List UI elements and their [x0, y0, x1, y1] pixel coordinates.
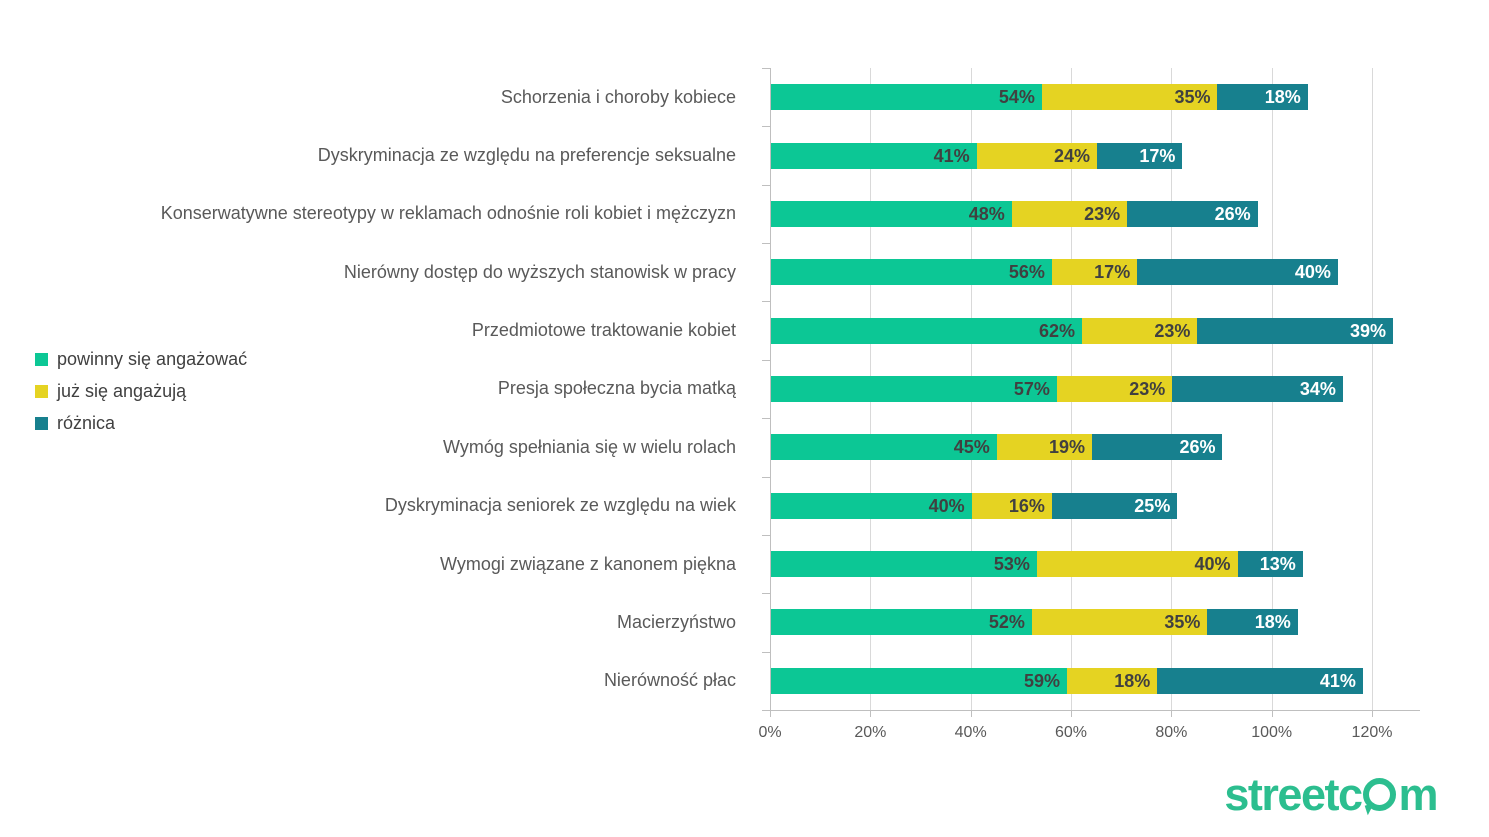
bar-value-label: 54%: [998, 87, 1035, 108]
bar-value-label: 24%: [1054, 145, 1091, 166]
bar-value-label: 18%: [1114, 670, 1151, 691]
bar-value-label: 23%: [1154, 320, 1191, 341]
stacked-bar-row: [771, 668, 1363, 694]
bar-segment-już-się-angażują: [1057, 376, 1172, 402]
x-axis-tick-label: 0%: [758, 724, 782, 741]
category-label: Nierówność płac: [603, 670, 736, 691]
bar-segment-już-się-angażują: [1082, 318, 1197, 344]
stacked-bar-row: [771, 84, 1308, 110]
bar-value-label: 13%: [1259, 554, 1296, 575]
bar-value-label: 17%: [1094, 262, 1131, 283]
bar-segment-różnica: [1217, 84, 1307, 110]
bar-segment-już-się-angażują: [1037, 551, 1238, 577]
bar-segment-powinny-się-angażować: [771, 493, 972, 519]
bar-value-label: 41%: [1319, 670, 1356, 691]
category-label: Nierówny dostęp do wyższych stanowisk w pracy: [343, 261, 736, 282]
category-label: Presja społeczna bycia matką: [497, 378, 736, 399]
bar-segment-powinny-się-angażować: [771, 609, 1032, 635]
x-axis-tick-label: 100%: [1251, 724, 1293, 741]
category-label: Konserwatywne stereotypy w reklamach odnośnie roli kobiet i mężczyzn: [160, 203, 736, 224]
bar-segment-powinny-się-angażować: [771, 551, 1037, 577]
bar-value-label: 17%: [1139, 145, 1176, 166]
stacked-bar-row: [771, 201, 1258, 227]
x-axis-tick-label: 60%: [1054, 724, 1088, 741]
bar-value-label: 57%: [1013, 379, 1050, 399]
bar-value-label: 34%: [1299, 379, 1336, 399]
bar-value-label: 59%: [1023, 670, 1060, 691]
bar-segment-powinny-się-angażować: [771, 668, 1067, 694]
bar-segment-powinny-się-angażować: [771, 259, 1052, 285]
y-axis-tick: [762, 185, 770, 186]
category-label: Dyskryminacja ze względu na preferencje seksualne: [317, 145, 736, 166]
bar-segment-różnica: [1197, 318, 1393, 344]
x-axis-tick-label: 40%: [954, 724, 987, 741]
speech-bubble-icon: [1363, 778, 1396, 811]
bar-segment-już-się-angażują: [1032, 609, 1208, 635]
bar-segment-już-się-angażują: [1012, 201, 1127, 227]
bar-segment-różnica: [1092, 434, 1222, 460]
y-axis-tick: [762, 593, 770, 594]
bar-segment-powinny-się-angażować: [771, 434, 997, 460]
x-axis-tick-80%: [1171, 711, 1172, 717]
category-label: Macierzyństwo: [616, 611, 736, 632]
bar-segment-już-się-angażują: [972, 493, 1052, 519]
bar-segment-powinny-się-angażować: [771, 143, 977, 169]
bar-value-label: 56%: [1008, 262, 1045, 283]
bar-value-label: 18%: [1254, 612, 1291, 633]
bar-value-label: 35%: [1164, 612, 1201, 633]
bar-value-label: 25%: [1134, 495, 1171, 516]
bar-segment-różnica: [1137, 259, 1338, 285]
streetcom-logo: [1224, 769, 1437, 820]
bar-segment-różnica: [1238, 551, 1303, 577]
bar-value-label: 26%: [1214, 203, 1251, 224]
stacked-bar-row: [771, 376, 1343, 402]
y-axis-tick: [762, 126, 770, 127]
y-axis-tick: [762, 477, 770, 478]
bar-segment-różnica: [1172, 376, 1343, 402]
category-label: Przedmiotowe traktowanie kobiet: [471, 320, 736, 341]
bar-value-label: 23%: [1084, 203, 1121, 224]
plot-area: [758, 68, 1420, 741]
bar-segment-już-się-angażują: [1042, 84, 1218, 110]
bar-value-label: 62%: [1039, 320, 1076, 341]
x-axis-tick-label: 80%: [1155, 724, 1188, 741]
bar-value-label: 53%: [993, 554, 1030, 575]
bar-value-label: 26%: [1179, 437, 1216, 458]
stacked-bar-row: [771, 318, 1393, 344]
legend-label: już się angażują: [57, 381, 187, 401]
gridline-120%: [1372, 68, 1373, 710]
y-axis-tick: [762, 301, 770, 302]
y-axis-tick: [762, 68, 770, 69]
bar-segment-powinny-się-angażować: [771, 84, 1042, 110]
y-axis-tick: [762, 710, 770, 711]
bar-value-label: 45%: [953, 437, 990, 458]
bar-value-label: 23%: [1129, 379, 1166, 399]
bar-value-label: 48%: [968, 203, 1005, 224]
bar-value-label: 35%: [1174, 87, 1211, 108]
logo-text-after: m: [1398, 769, 1437, 820]
x-axis-tick-100%: [1272, 711, 1273, 717]
bar-segment-powinny-się-angażować: [771, 376, 1057, 402]
bar-value-label: 39%: [1350, 320, 1387, 341]
y-axis-tick: [762, 535, 770, 536]
bar-value-label: 40%: [1294, 262, 1331, 283]
bar-segment-już-się-angażują: [1067, 668, 1157, 694]
x-axis-tick-20%: [870, 711, 871, 717]
bar-segment-różnica: [1052, 493, 1177, 519]
category-label: Wymóg spełniania się w wielu rolach: [443, 436, 736, 457]
x-axis-line: [770, 710, 1420, 711]
bar-segment-różnica: [1207, 609, 1297, 635]
x-axis-tick-40%: [971, 711, 972, 717]
logo-text-before: streetc: [1224, 769, 1362, 820]
bar-segment-już-się-angażują: [1052, 259, 1137, 285]
stacked-bar-row: [771, 551, 1303, 577]
y-axis-tick: [762, 243, 770, 244]
bar-value-label: 19%: [1049, 437, 1086, 458]
x-axis-tick-60%: [1071, 711, 1072, 717]
x-axis-tick-0%: [770, 711, 771, 717]
x-axis-tick-120%: [1372, 711, 1373, 717]
bar-segment-różnica: [1157, 668, 1363, 694]
y-axis-tick: [762, 652, 770, 653]
bar-segment-już-się-angażują: [997, 434, 1092, 460]
x-axis-tick-label: 120%: [1351, 724, 1393, 741]
category-label: Wymogi związane z kanonem piękna: [440, 553, 736, 574]
stacked-bar-row: [771, 143, 1182, 169]
stacked-bar-row: [771, 493, 1177, 519]
legend-label: powinny się angażować: [57, 349, 248, 369]
legend-label: różnica: [57, 413, 116, 433]
y-axis-tick: [762, 360, 770, 361]
bar-value-label: 18%: [1264, 87, 1301, 108]
bar-value-label: 41%: [933, 145, 970, 166]
bar-segment-już-się-angażują: [977, 143, 1097, 169]
bar-value-label: 52%: [988, 612, 1025, 633]
category-label: Dyskryminacja seniorek ze względu na wiek: [384, 495, 736, 516]
stacked-bar-row: [771, 259, 1338, 285]
bar-segment-różnica: [1127, 201, 1257, 227]
x-axis-tick-label: 20%: [854, 724, 887, 741]
bar-segment-powinny-się-angażować: [771, 318, 1082, 344]
bar-value-label: 40%: [1194, 554, 1231, 575]
stacked-bar-row: [771, 434, 1222, 460]
category-labels: [0, 68, 752, 710]
stacked-bar-row: [771, 609, 1298, 635]
bar-value-label: 40%: [928, 495, 965, 516]
bar-value-label: 16%: [1008, 495, 1045, 516]
bar-segment-różnica: [1097, 143, 1182, 169]
category-label: Schorzenia i choroby kobiece: [500, 86, 736, 107]
bar-segment-powinny-się-angażować: [771, 201, 1012, 227]
y-axis-tick: [762, 418, 770, 419]
